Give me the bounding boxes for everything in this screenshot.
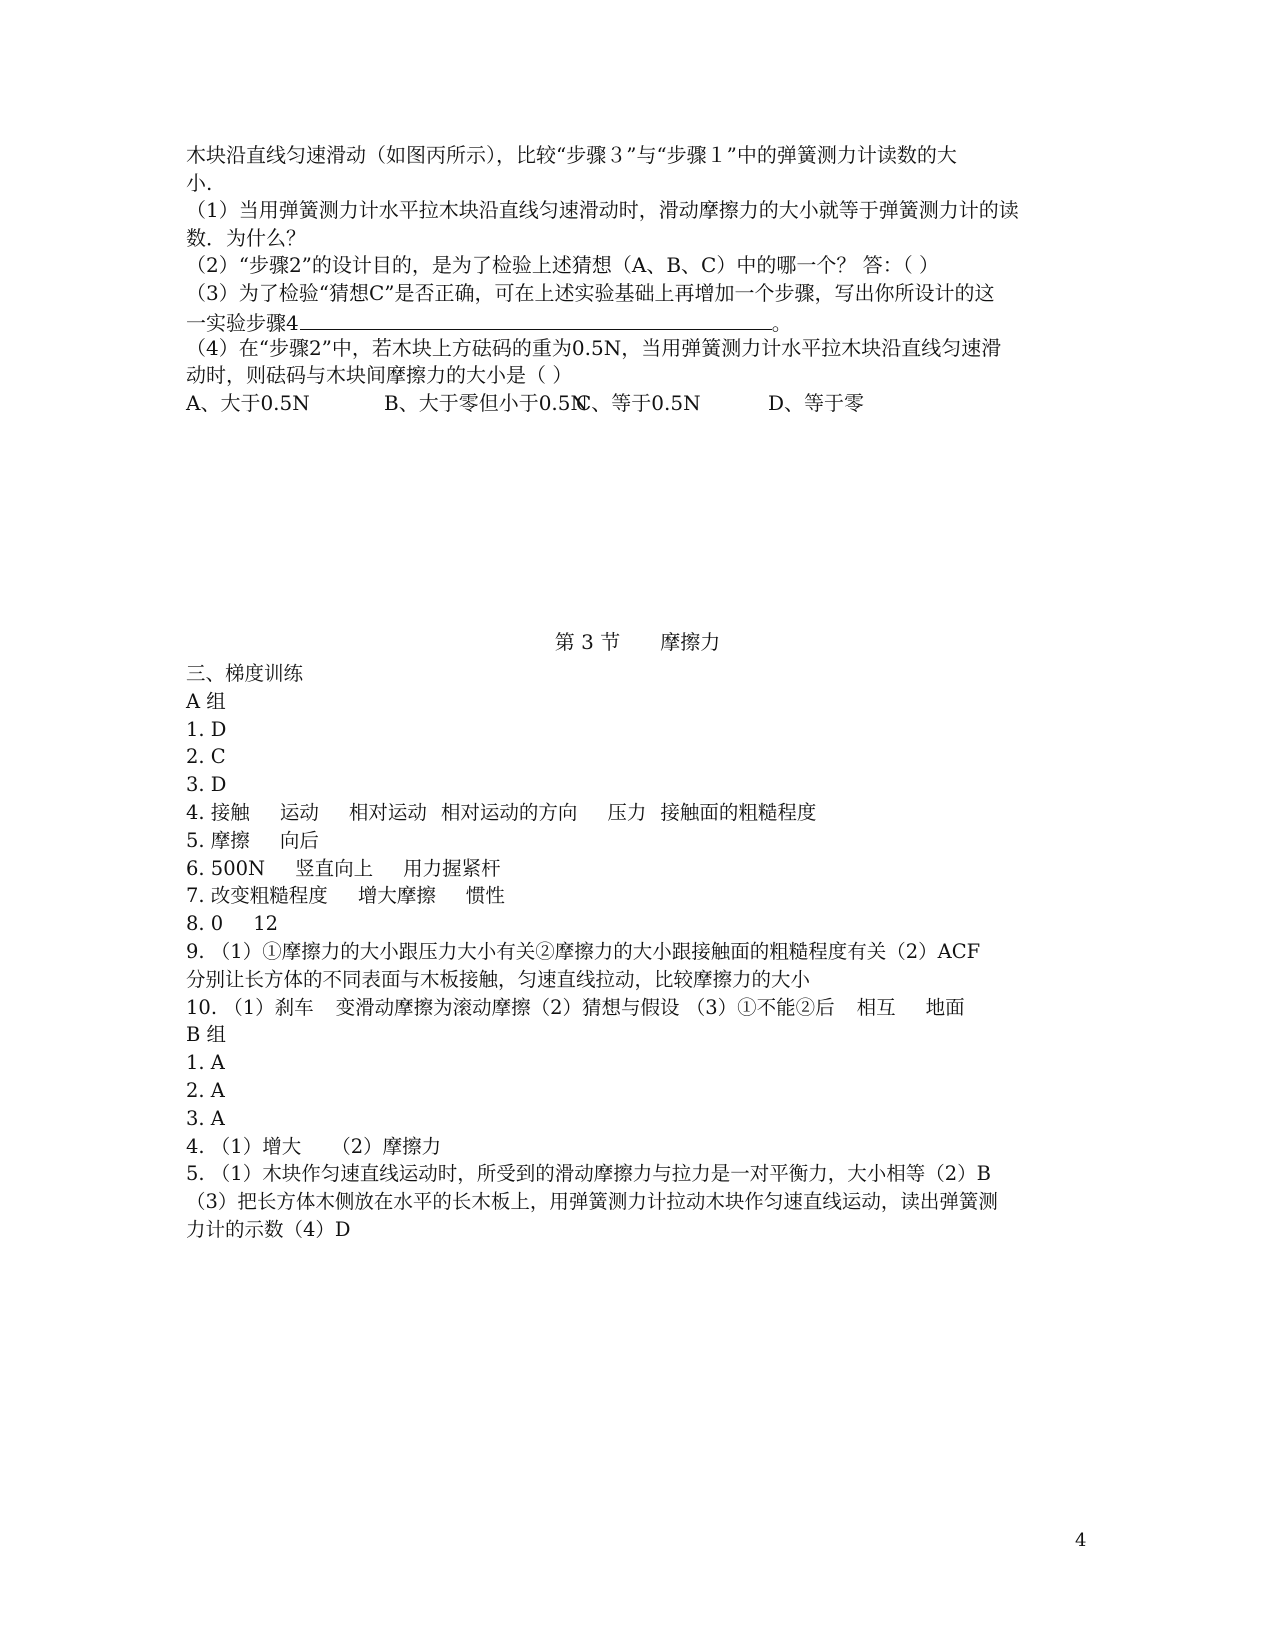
answer-item: 2. A (186, 1078, 225, 1102)
page-number: 4 (1075, 1530, 1087, 1551)
answer-part: 10. （1）刹车 (186, 995, 314, 1019)
answer-part: 6. 500N (186, 856, 266, 880)
answer-part: 5. 摩擦 (186, 828, 250, 852)
answer-part: 地面 (925, 995, 965, 1019)
answer-item (186, 855, 1086, 883)
answer-part: 相互 (856, 995, 896, 1019)
answer-part: 12 (253, 912, 279, 936)
section-name: 摩擦力 (660, 630, 721, 654)
answer-options (186, 390, 1086, 418)
option-c: C、等于0.5N (576, 390, 701, 415)
answer-blank (300, 307, 772, 330)
answer-part: （2）摩擦力 (331, 1134, 442, 1158)
question-text: 一实验步骤4 (186, 311, 299, 335)
answer-item (186, 994, 1086, 1022)
section-number: 第 3 节 (554, 630, 621, 654)
answer-item (186, 882, 1086, 910)
answer-key (186, 660, 1086, 1244)
answer-item: 3. A (186, 1106, 225, 1130)
question-line: （2）“步骤2”的设计目的，是为了检验上述猜想（A、B、C）中的哪一个？ 答：（ ） (186, 253, 940, 277)
answer-part: 8. 0 (186, 912, 224, 936)
option-a: A、大于0.5N (186, 390, 310, 415)
answer-item (186, 1133, 1086, 1161)
experiment-question (186, 142, 1086, 417)
answer-item: 2. C (186, 745, 226, 769)
answer-item-continued: 力计的示数（4）D (186, 1217, 351, 1241)
option-d: D、等于零 (768, 390, 865, 415)
answers-heading: 三、梯度训练 (186, 662, 304, 685)
answer-part: 向后 (279, 828, 319, 852)
group-b-heading: B 组 (186, 1023, 227, 1047)
option-b: B、大于零但小于0.5N (384, 390, 589, 415)
group-a-heading: A 组 (186, 689, 226, 713)
question-line-with-blank (186, 307, 1086, 335)
answer-part: 4. （1）增大 (186, 1134, 302, 1158)
answer-part: 相对运动的方向 (440, 800, 578, 824)
answer-item: 1. D (186, 717, 227, 741)
answer-item: 5. （1）木块作匀速直线运动时，所受到的滑动摩擦力与拉力是一对平衡力，大小相等（2）B (186, 1162, 991, 1186)
question-line: （3）为了检验“猜想C”是否正确，可在上述实验基础上再增加一个步骤，写出你所设计的这 (186, 280, 995, 305)
question-line: （1）当用弹簧测力计水平拉木块沿直线匀速滑动时，滑动摩擦力的大小就等于弹簧测力计的读 (186, 198, 1019, 222)
answer-item-continued: 分别让长方体的不同表面与木板接触，匀速直线拉动，比较摩擦力的大小 (186, 967, 811, 991)
question-line: 小. (186, 170, 213, 195)
answer-item (186, 910, 1086, 938)
answer-part: 用力握紧杆 (403, 856, 501, 880)
answer-item (186, 827, 1086, 855)
answer-part: 接触面的粗糙程度 (660, 800, 817, 824)
section-title (0, 629, 1275, 657)
answer-item (186, 799, 1086, 827)
answer-part: 7. 改变粗糙程度 (186, 884, 328, 908)
question-line: （4）在“步骤2”中，若木块上方砝码的重为0.5N，当用弹簧测力计水平拉木块沿直线匀速滑 (186, 335, 1002, 360)
answer-part: 压力 (607, 800, 647, 824)
question-line: 动时，则砝码与木块间摩擦力的大小是（ ） (186, 363, 573, 387)
answer-item: 3. D (186, 773, 227, 797)
answer-part: 变滑动摩擦为滚动摩擦（2）猜想与假设 （3）①不能②后 (335, 995, 835, 1019)
answer-part: 竖直向上 (295, 856, 374, 880)
question-line: 木块沿直线匀速滑动（如图丙所示），比较“步骤３”与“步骤１”中的弹簧测力计读数的大 (186, 143, 957, 167)
answer-part: 惯性 (465, 884, 505, 908)
answer-item: 1. A (186, 1051, 225, 1075)
question-text: 。 (771, 311, 792, 335)
answer-part: 增大摩擦 (357, 884, 436, 908)
answer-part: 运动 (279, 800, 319, 824)
answer-part: 相对运动 (348, 800, 427, 824)
answer-item: 9. （1）①摩擦力的大小跟压力大小有关②摩擦力的大小跟接触面的粗糙程度有关（2）ACF (186, 939, 981, 963)
answer-part: 4. 接触 (186, 800, 250, 824)
question-line: 数．为什么？ (186, 225, 306, 250)
answer-item-continued: （3）把长方体木侧放在水平的长木板上，用弹簧测力计拉动木块作匀速直线运动，读出弹簧测 (186, 1190, 998, 1214)
